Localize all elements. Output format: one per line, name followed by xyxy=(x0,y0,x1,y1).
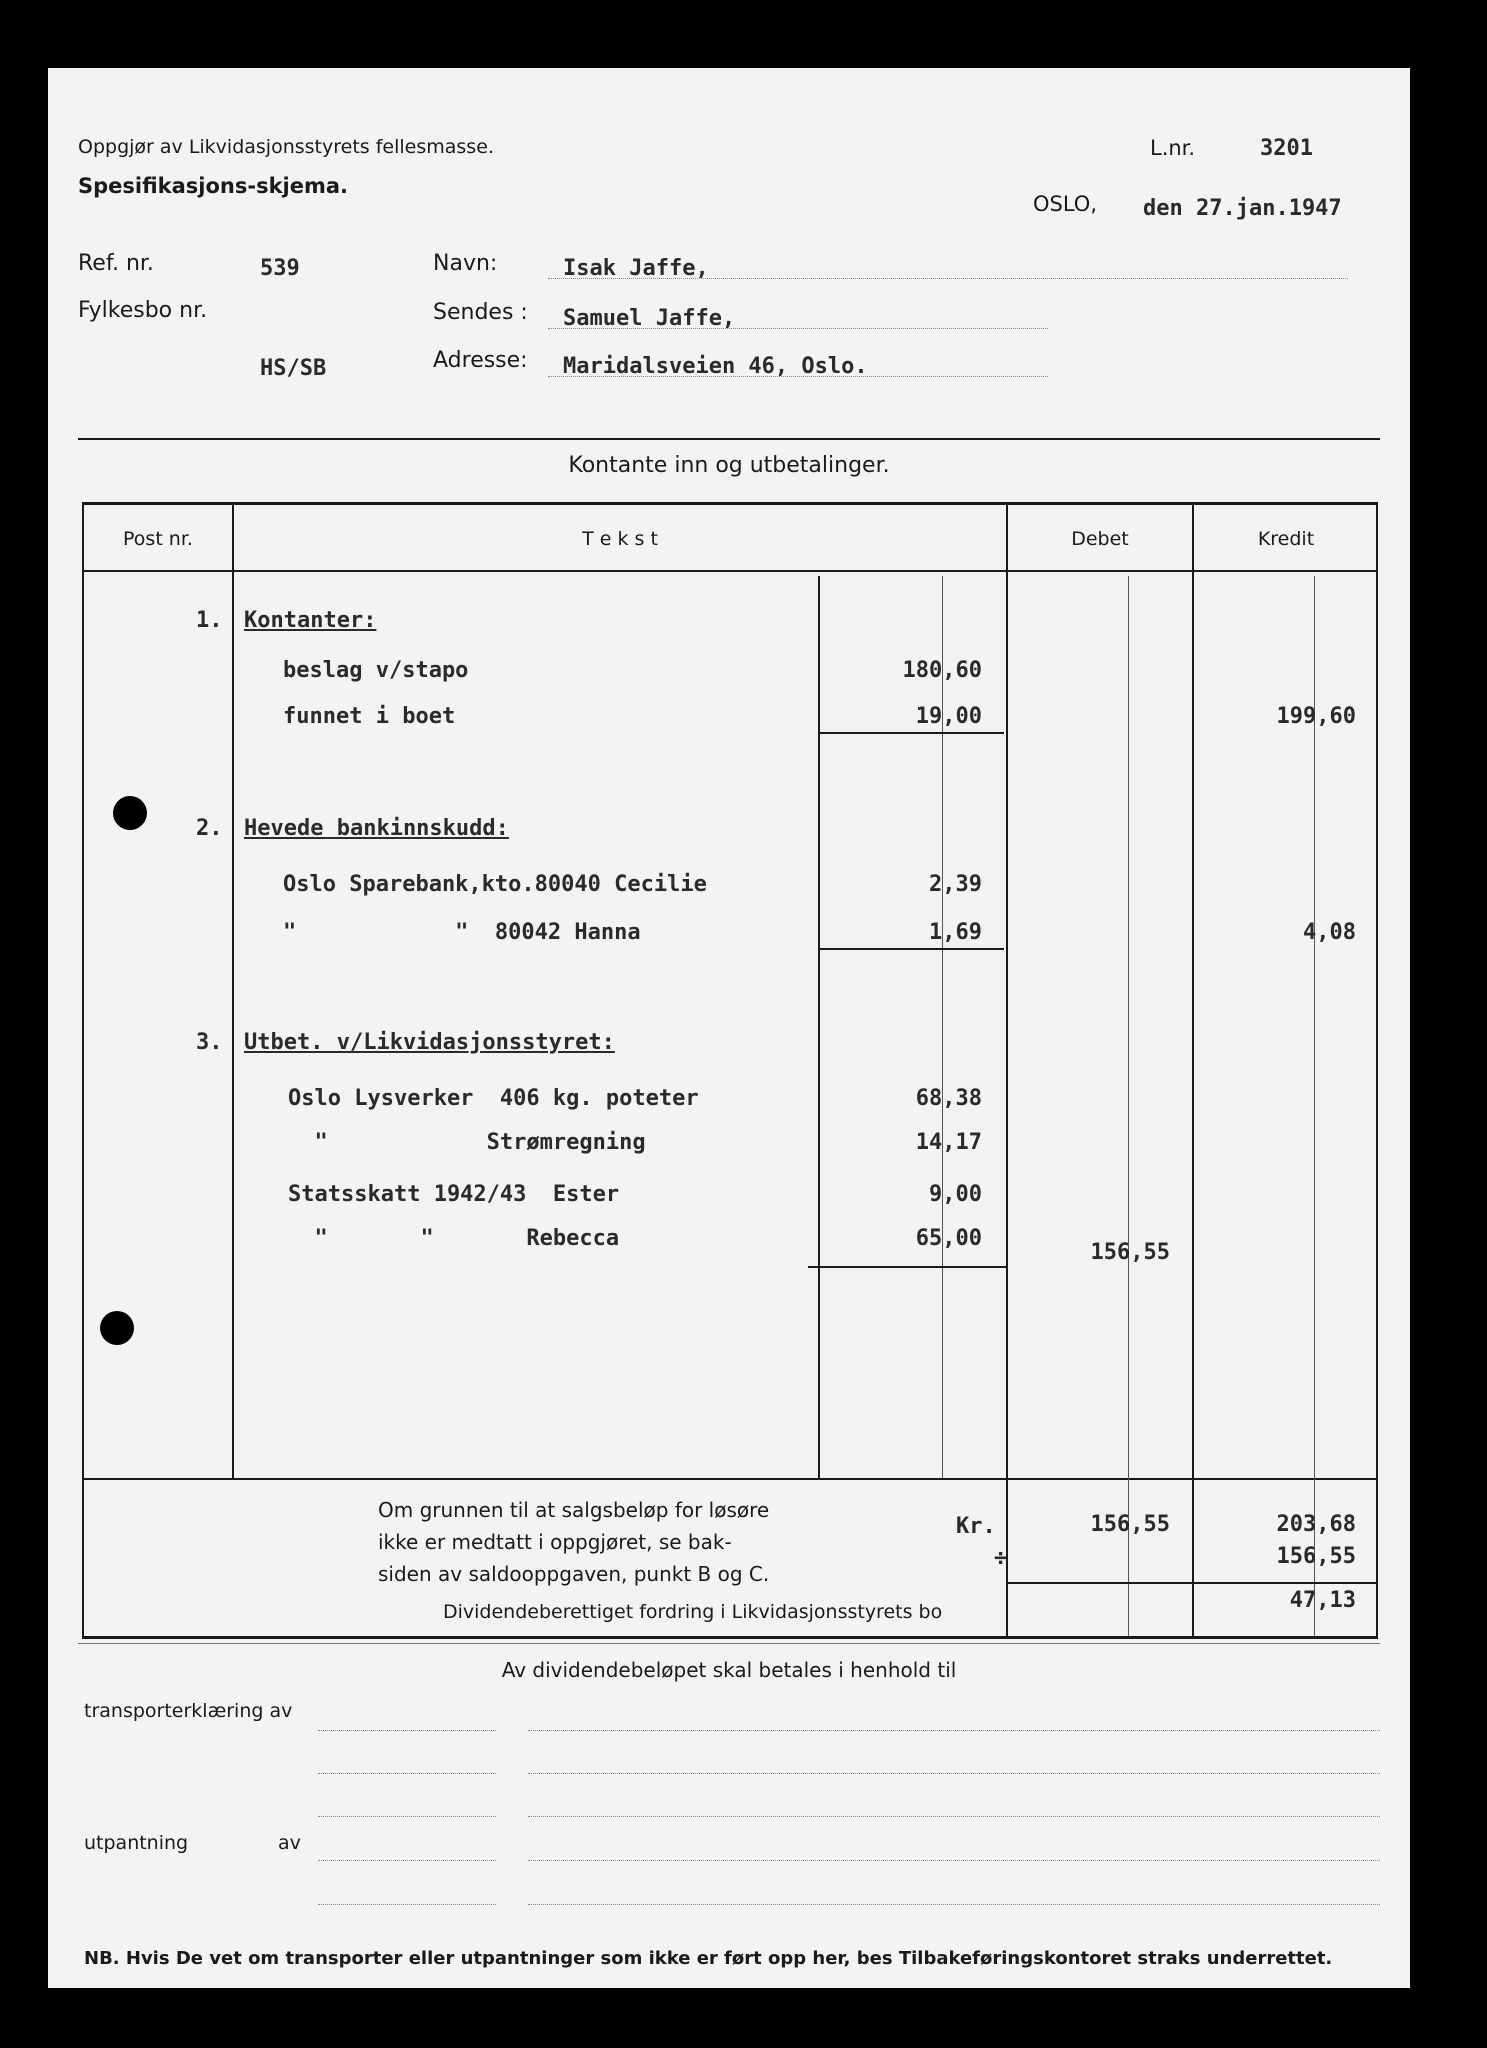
section-title: Kontante inn og utbetalinger. xyxy=(568,453,890,478)
av-label: av xyxy=(278,1832,301,1854)
place-label: OSLO, xyxy=(1033,192,1098,216)
line-amount: 180,60 xyxy=(902,658,982,683)
line-amount: 9,00 xyxy=(929,1182,982,1207)
line-amount: 68,38 xyxy=(915,1086,982,1111)
post-header: Post nr. xyxy=(123,528,193,550)
utpantning-label: utpantning xyxy=(84,1832,189,1854)
lnr-value: 3201 xyxy=(1260,136,1313,161)
line-amount: 65,00 xyxy=(915,1226,982,1251)
debet-header: Debet xyxy=(1071,528,1129,550)
navn-rule xyxy=(548,278,1348,279)
line-amount: 19,00 xyxy=(915,704,982,729)
sendes-label: Sendes : xyxy=(433,300,528,325)
debet-total: 156,55 xyxy=(1090,1512,1170,1537)
note-line: ikke er medtatt i oppgjøret, se bak- xyxy=(378,1530,732,1554)
item-number: 2. xyxy=(196,816,223,841)
line-text: Oslo Sparebank,kto.80040 Cecilie xyxy=(283,872,707,897)
item-heading: Hevede bankinnskudd: xyxy=(244,816,509,841)
line-amount: 2,39 xyxy=(929,872,982,897)
footer-intro: Av dividendebeløpet skal betales i henhold til xyxy=(501,1658,957,1682)
line-text: " Strømregning xyxy=(288,1130,646,1155)
line-text: " " 80042 Hanna xyxy=(283,920,641,945)
adresse-rule xyxy=(548,376,1048,377)
document-page xyxy=(48,68,1410,1988)
navn-label: Navn: xyxy=(433,251,498,276)
adresse-value: Maridalsveien 46, Oslo. xyxy=(563,354,868,379)
line-text: Oslo Lysverker 406 kg. poteter xyxy=(288,1086,699,1111)
punch-hole xyxy=(100,1311,134,1345)
item-heading: Utbet. v/Likvidasjonsstyret: xyxy=(244,1030,615,1055)
ref-value: 539 xyxy=(260,256,300,281)
sendes-value: Samuel Jaffe, xyxy=(563,306,736,331)
item-number: 1. xyxy=(196,608,223,633)
org-line: Oppgjør av Likvidasjonsstyrets fellesmasse. xyxy=(78,136,494,158)
document-date: den 27.jan.1947 xyxy=(1143,196,1342,221)
line-text: Statsskatt 1942/43 Ester xyxy=(288,1182,620,1207)
item-heading: Kontanter: xyxy=(244,608,377,633)
debet-amount: 156,55 xyxy=(1090,1240,1170,1265)
dividend-value: 47,13 xyxy=(1289,1588,1356,1613)
punch-hole xyxy=(113,796,147,830)
item-number: 3. xyxy=(196,1030,223,1055)
minus-label: ÷ xyxy=(994,1546,1008,1571)
line-amount: 14,17 xyxy=(915,1130,982,1155)
fylkesbo-value: HS/SB xyxy=(260,356,327,381)
dividend-label: Dividendeberettiget fordring i Likvidasjonsstyrets bo xyxy=(443,1601,943,1623)
note-line: Om grunnen til at salgsbeløp for løsøre xyxy=(378,1498,770,1522)
kredit-total: 203,68 xyxy=(1276,1512,1356,1537)
lnr-label: L.nr. xyxy=(1150,136,1196,160)
kredit-amount: 199,60 xyxy=(1276,704,1356,729)
navn-value: Isak Jaffe, xyxy=(563,256,709,281)
note-line: siden av saldooppgaven, punkt B og C. xyxy=(378,1562,770,1586)
kredit-header: Kredit xyxy=(1257,528,1315,550)
transport-label: transporterklæring av xyxy=(84,1700,293,1722)
section-rule xyxy=(78,438,1380,440)
kredit-amount: 4,08 xyxy=(1303,920,1356,945)
line-text: " " Rebecca xyxy=(288,1226,620,1251)
ref-label: Ref. nr. xyxy=(78,251,154,276)
kredit-minus: 156,55 xyxy=(1276,1544,1356,1569)
sendes-rule xyxy=(548,328,1048,329)
form-title: Spesifikasjons-skjema. xyxy=(78,174,349,198)
adresse-label: Adresse: xyxy=(433,348,528,373)
line-text: funnet i boet xyxy=(283,704,456,729)
nb-notice: NB. Hvis De vet om transporter eller utpantninger som ikke er ført opp her, bes Tilbakeføringskontoret straks underrettet. xyxy=(84,1948,1333,1969)
fylkesbo-label: Fylkesbo nr. xyxy=(78,298,208,323)
tekst-header: T e k s t xyxy=(582,528,658,550)
line-amount: 1,69 xyxy=(929,920,982,945)
kr-label: Kr. xyxy=(956,1514,996,1539)
line-text: beslag v/stapo xyxy=(283,658,469,683)
